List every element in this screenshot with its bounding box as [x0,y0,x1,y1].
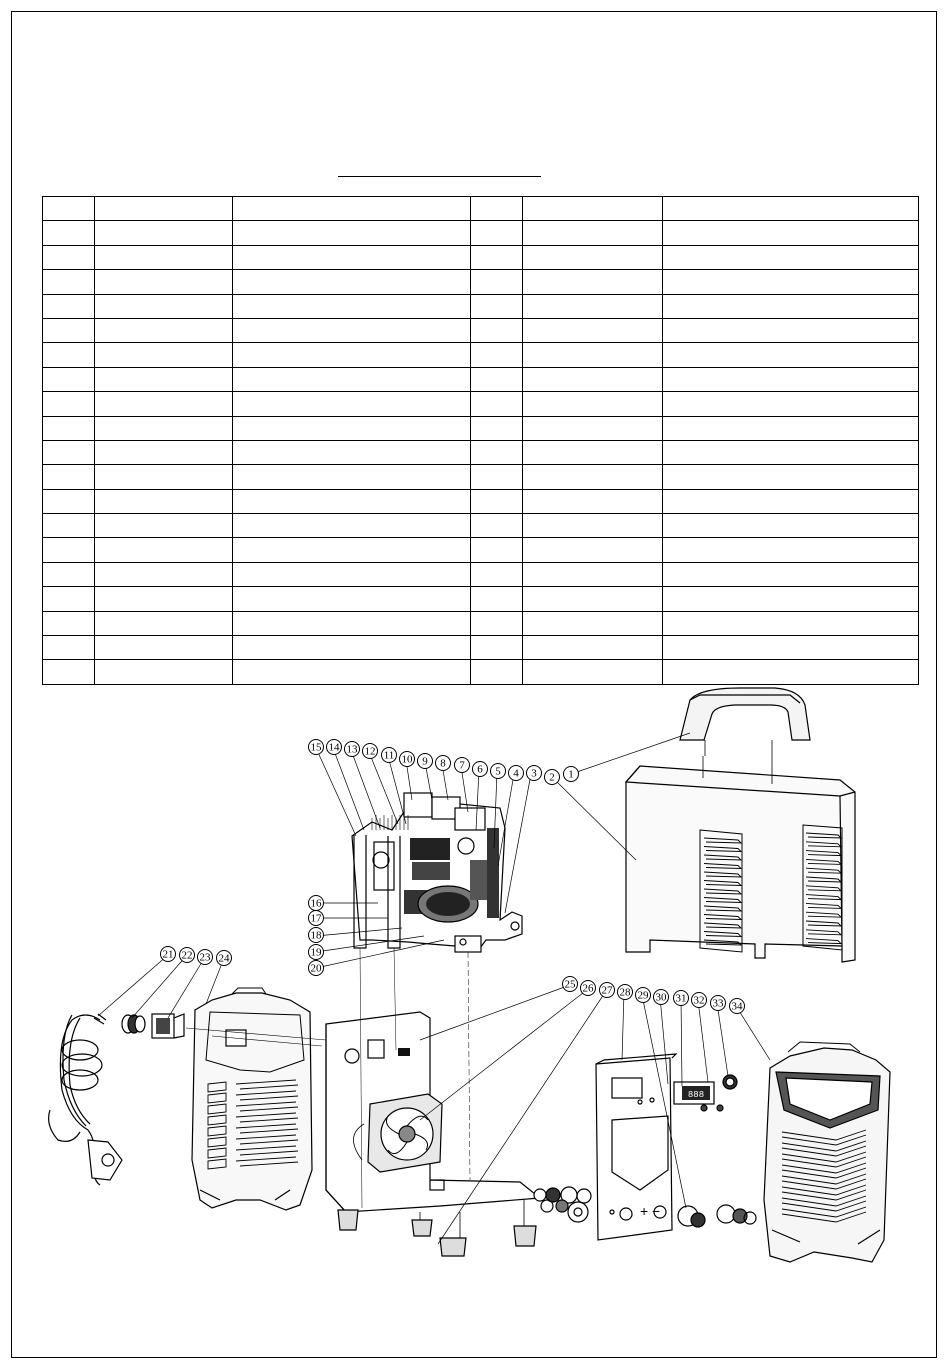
callout-label: 12 [364,745,376,758]
callout-20 [309,961,324,976]
callout-1 [564,767,579,782]
callout-28 [618,985,633,1000]
callout-6 [473,762,488,777]
plus-terminal-label: + [640,1203,649,1219]
callout-9 [418,754,433,769]
callout-label: 2 [549,771,555,784]
callout-7 [455,758,470,773]
front-panel-part [764,1042,890,1262]
callout-label: 30 [655,991,667,1004]
callout-23 [198,950,213,965]
callout-label: 8 [440,757,446,770]
display-module-part [674,1075,756,1227]
callout-label: 28 [619,986,631,999]
callout-label: 19 [310,946,322,959]
callout-3 [527,766,542,781]
callout-label: 1 [568,768,574,781]
front-board-part [596,1054,676,1240]
callout-22 [180,948,195,963]
callout-label: 18 [310,929,322,942]
chassis-part [326,1012,540,1256]
callout-16 [309,896,324,911]
callout-label: 9 [422,755,428,768]
callout-34 [730,999,745,1014]
callout-31 [674,991,689,1006]
callout-label: 20 [310,962,322,975]
callout-label: 29 [637,989,649,1002]
display-digits: 888 [687,1090,705,1100]
rear-panel-part [192,988,312,1210]
callout-8 [436,756,451,771]
callout-15 [309,740,324,755]
callout-27 [600,983,615,998]
cable-gland-part [122,1015,145,1033]
callout-label: 34 [731,1000,743,1013]
callout-label: 22 [181,949,193,962]
callout-label: 13 [346,743,358,756]
callout-10 [400,752,415,767]
minus-terminal-label: − [652,1203,661,1219]
callout-label: 16 [310,897,322,910]
callout-13 [345,742,360,757]
callout-14 [327,740,342,755]
callout-label: 6 [477,763,483,776]
handle-part [680,688,810,740]
terminal-hardware-part [534,1187,591,1222]
callout-label: 23 [199,951,211,964]
callout-4 [509,766,524,781]
callout-24 [217,951,232,966]
pcb-assembly-part [352,793,522,952]
callout-2 [545,770,560,785]
power-cable-part [49,1014,122,1185]
callout-21 [161,947,176,962]
callout-30 [654,990,669,1005]
callout-label: 14 [328,741,340,754]
callout-label: 7 [459,759,465,772]
callout-11 [382,748,397,763]
callout-26 [581,981,596,996]
callout-label: 4 [513,767,519,780]
callout-label: 33 [712,997,724,1010]
callout-label: 3 [531,767,537,780]
top-cover-part [626,740,855,962]
callout-33 [711,996,726,1011]
callout-label: 21 [162,948,174,961]
callout-label: 31 [675,992,687,1005]
callout-17 [309,911,324,926]
callout-label: 32 [693,994,705,1007]
callout-label: 17 [310,912,322,925]
callout-18 [309,928,324,943]
callout-29 [636,988,651,1003]
callout-label: 15 [310,741,322,754]
callout-5 [491,764,506,779]
callout-19 [309,945,324,960]
callout-label: 27 [601,984,613,997]
callout-25 [563,977,578,992]
callout-32 [692,993,707,1008]
callout-label: 25 [564,978,576,991]
callout-label: 5 [495,765,501,778]
callout-label: 24 [218,952,230,965]
callout-label: 10 [401,753,413,766]
callout-12 [363,744,378,759]
callout-label: 26 [582,982,594,995]
callout-label: 11 [383,749,395,762]
